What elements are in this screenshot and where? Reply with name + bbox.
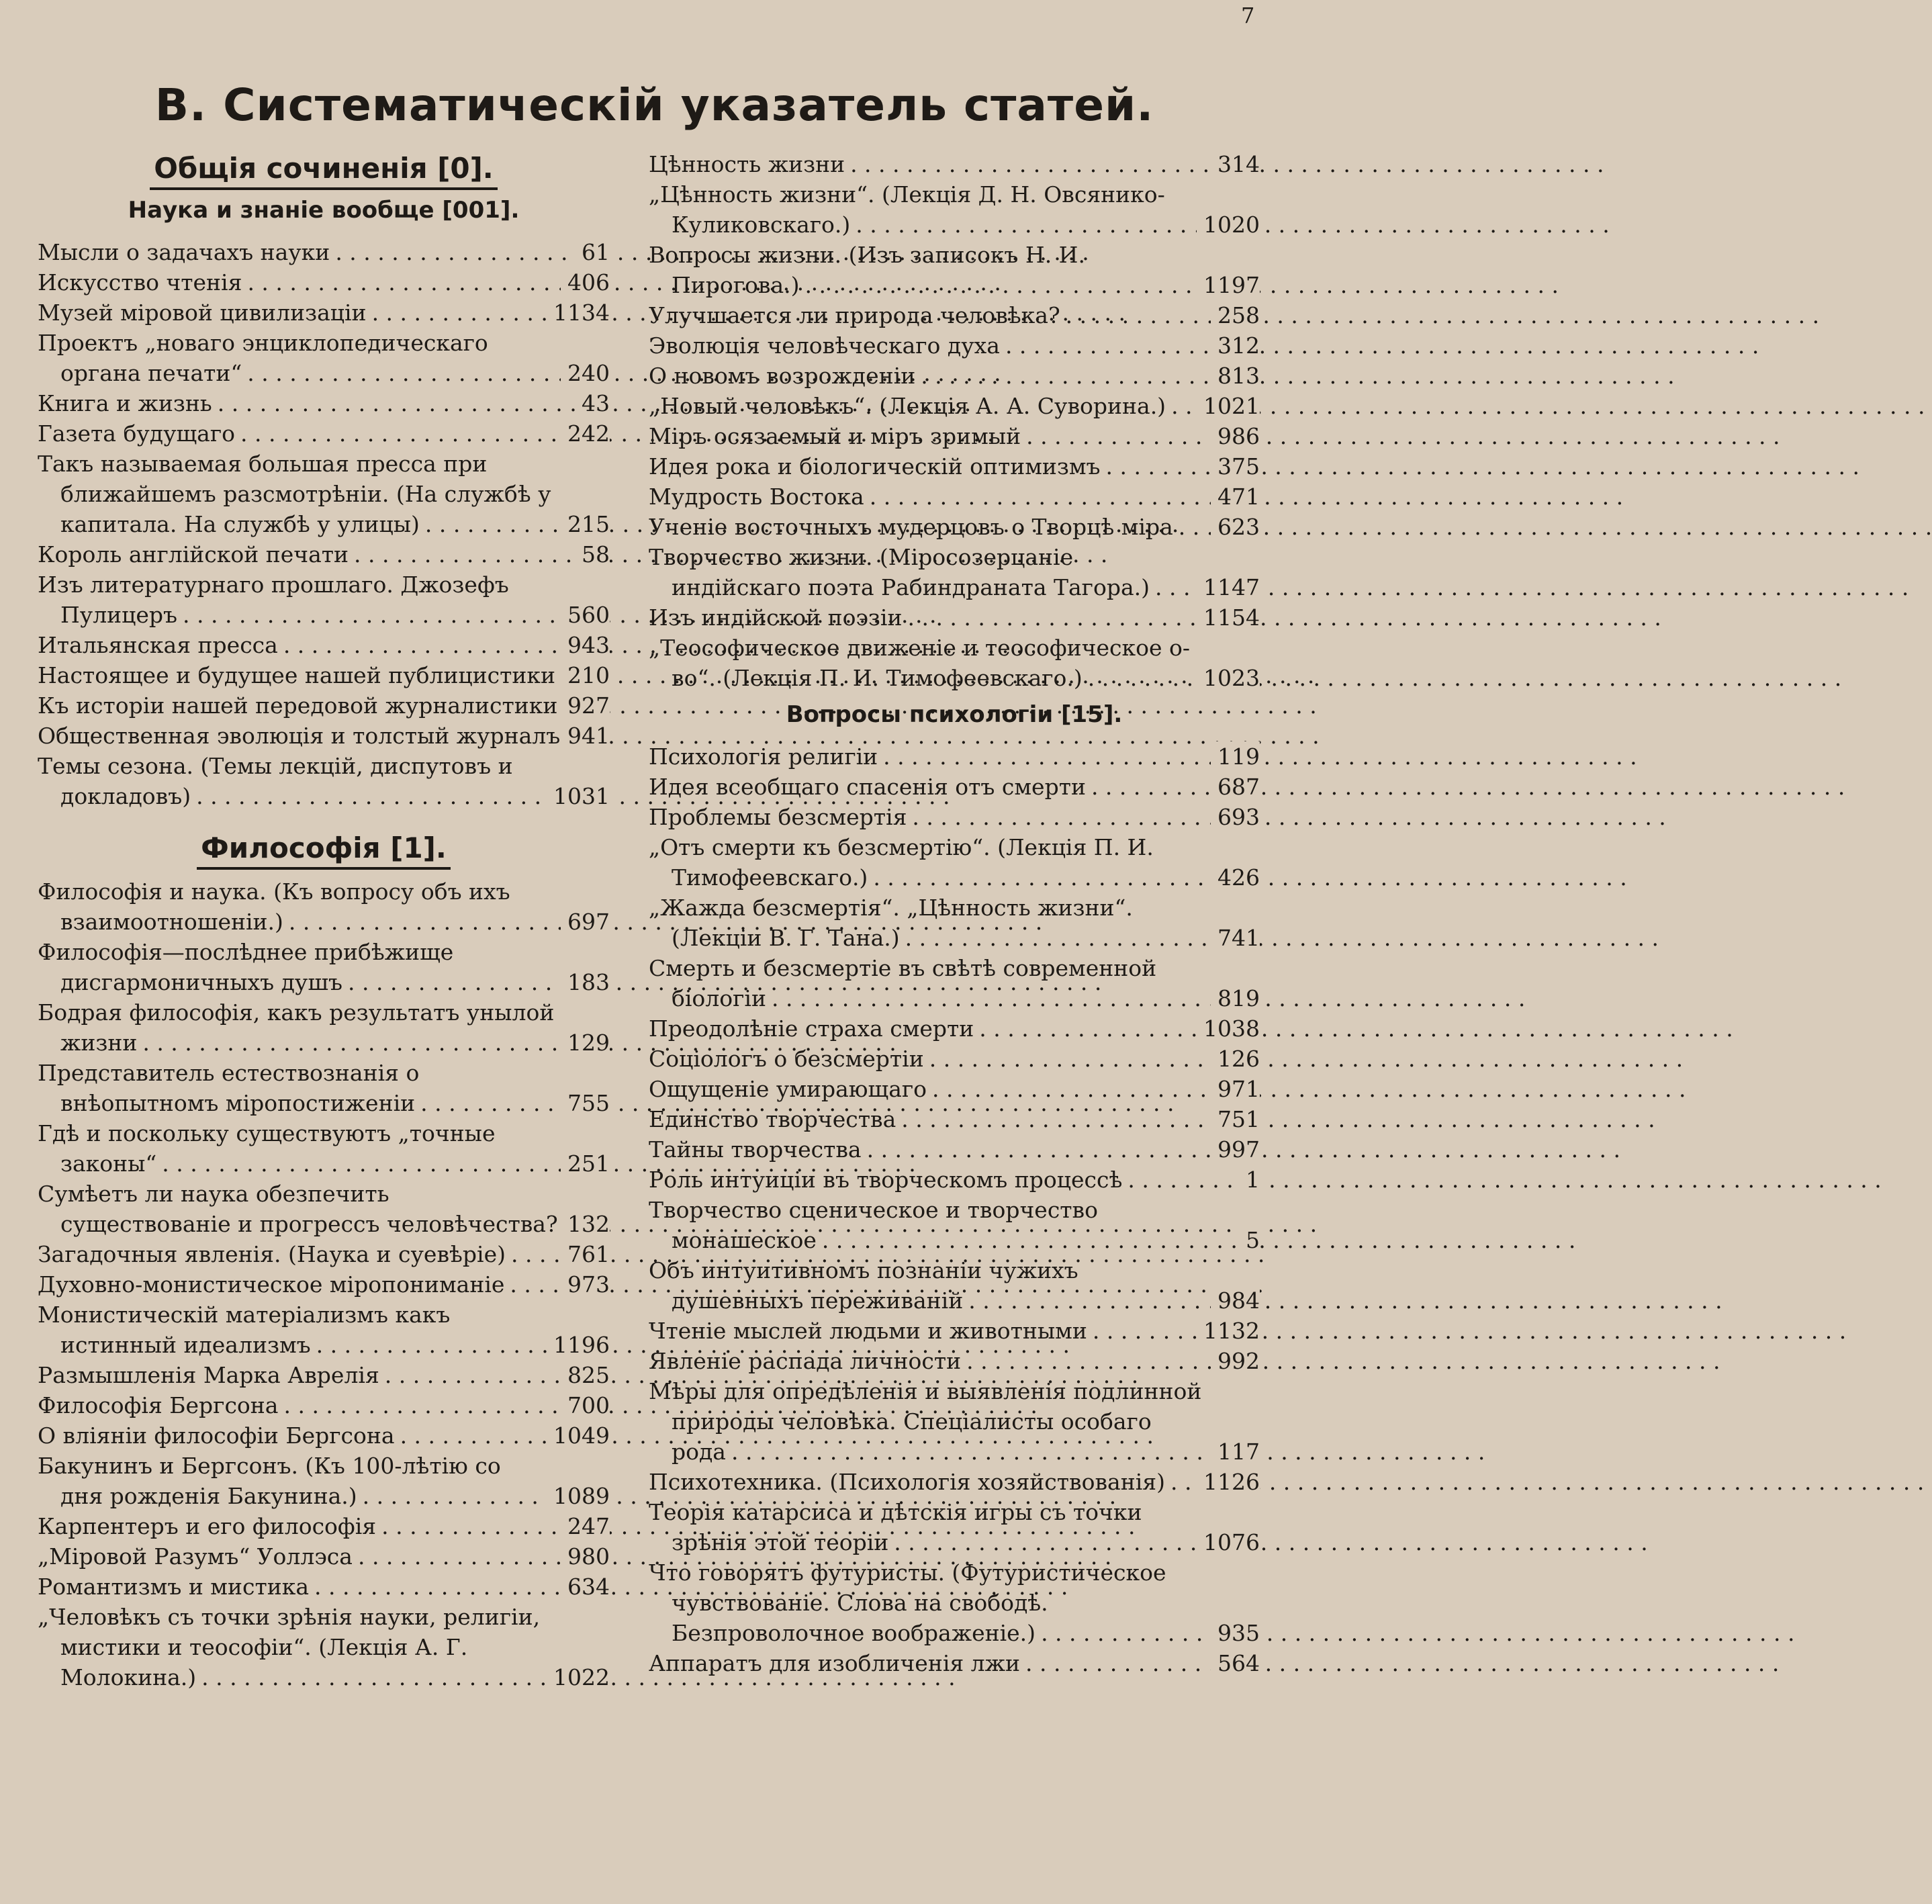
index-entry: [38, 539, 610, 570]
entry-title: Настоящее и будущее нашей публицистики . . .: [60, 660, 561, 690]
entry-title: „Отъ смерти къ безсмертію“. (Лекція П. И. Тимофеевскаго.) . . .: [672, 832, 1211, 893]
entry-page-number: 1049: [547, 1420, 610, 1451]
entry-title: Ученіе восточныхъ мудерцовъ о Творцѣ міра . . .: [672, 512, 1211, 542]
entry-page-number: 634: [561, 1572, 610, 1602]
index-entry: [38, 1602, 610, 1692]
index-entry: [649, 1255, 1260, 1316]
entry-title: Тайны творчества . . .: [672, 1134, 1211, 1165]
entry-title: Творчество сценическое и творчество монашеское . . .: [672, 1195, 1239, 1255]
entry-title: Творчество жизни. (Міросозерцаніе индійскаго поэта Рабиндраната Тагора.) . . .: [672, 542, 1197, 602]
index-entry: [649, 542, 1260, 602]
entry-title: Искусство чтенія . . .: [60, 267, 561, 298]
index-entry: [649, 179, 1260, 240]
index-entry: [38, 1118, 610, 1179]
index-entry: [649, 1195, 1260, 1255]
entry-page-number: 406: [561, 267, 610, 298]
subsection-heading: Наука и знаніе вообще [001].: [128, 197, 520, 224]
index-entry: [649, 741, 1260, 772]
entry-title: Романтизмъ и мистика . . .: [60, 1572, 561, 1602]
index-entry: [649, 512, 1260, 542]
entry-page-number: 813: [1211, 361, 1260, 391]
entry-title: Что говорятъ футуристы. (Футуристическое чувствованіе. Слова на свободѣ. Безпроволочное воображеніе.) . . .: [672, 1557, 1211, 1648]
entry-page-number: 471: [1211, 482, 1260, 512]
entry-title: Итальянская пресса . . .: [60, 630, 561, 660]
index-entry: [649, 1165, 1260, 1195]
entry-title: „Теософическое движеніе и теософическое о-во“. (Лекція П. И. Тимофеевскаго.) . . .: [672, 633, 1197, 693]
index-entry: [38, 1390, 610, 1420]
index-entry: [38, 418, 610, 449]
index-entry: [38, 1541, 610, 1572]
entry-page-number: 927: [561, 690, 610, 721]
entry-page-number: 623: [1211, 512, 1260, 542]
index-entry: [38, 1511, 610, 1541]
entry-page-number: 183: [561, 967, 610, 997]
entry-page-number: 825: [561, 1360, 610, 1390]
entry-page-number: 43: [575, 388, 610, 418]
index-entry: [38, 570, 610, 630]
entry-page-number: 1023: [1197, 663, 1260, 693]
section-heading: [38, 831, 610, 864]
entry-title: Мудрость Востока . . .: [672, 482, 1211, 512]
entry-page-number: 1196: [547, 1330, 610, 1360]
entry-page-number: 5: [1239, 1225, 1260, 1255]
index-entry: [649, 633, 1260, 693]
index-entry: [38, 690, 610, 721]
index-entry: [649, 421, 1260, 451]
entry-page-number: 687: [1211, 772, 1260, 802]
entry-page-number: 1147: [1197, 572, 1260, 602]
index-entry: [649, 1104, 1260, 1134]
entry-title: Объ интуитивномъ познаніи чужихъ душевныхъ переживаній . . .: [672, 1255, 1211, 1316]
entry-page-number: 1038: [1197, 1013, 1260, 1044]
entry-title: Вопросы жизни. (Изъ записокъ Н. И. Пирогова.) . . .: [672, 240, 1197, 300]
entry-title: „Жажда безсмертія“. „Цѣнность жизни“. (Лекціи В. Г. Тана.) . . .: [672, 893, 1211, 953]
entry-page-number: 755: [561, 1088, 610, 1118]
entry-page-number: 697: [561, 907, 610, 937]
entry-page-number: 242: [561, 418, 610, 449]
entry-title: Король англійской печати . . .: [60, 539, 575, 570]
index-entry: [649, 482, 1260, 512]
entry-title: Размышленія Марка Аврелія . . .: [60, 1360, 561, 1390]
entry-page-number: 58: [575, 539, 610, 570]
entry-title: Мѣры для опредѣленія и выявленія подлинной природы человѣка. Спеціалисты особаго рода . . .: [672, 1376, 1211, 1467]
entry-page-number: 984: [1211, 1285, 1260, 1316]
entry-title: Книга и жизнь . . .: [60, 388, 575, 418]
entry-title: „Міровой Разумъ“ Уоллэса . . .: [60, 1541, 561, 1572]
index-entry: [38, 876, 610, 937]
entry-title: Ощущеніе умирающаго . . .: [672, 1074, 1211, 1104]
index-entry: [649, 1074, 1260, 1104]
index-entry: [38, 449, 610, 539]
page-number: 7: [1241, 3, 1256, 28]
entry-title: Такъ называемая большая пресса при ближайшемъ разсмотрѣніи. (На службѣ у капитала. На службѣ у улицы) . . .: [60, 449, 561, 539]
entry-page-number: 426: [1211, 862, 1260, 893]
entry-title: Газета будущаго . . .: [60, 418, 561, 449]
index-entry: [649, 953, 1260, 1013]
index-entry: [649, 1316, 1260, 1346]
entry-page-number: 941: [561, 721, 610, 751]
index-entry: [649, 330, 1260, 361]
entry-page-number: 693: [1211, 802, 1260, 832]
index-entry: [38, 298, 610, 328]
entry-title: Бакунинъ и Бергсонъ. (Къ 100-лѣтію со дня рожденія Бакунина.) . . .: [60, 1451, 547, 1511]
entry-title: О вліяніи философіи Бергсона . . .: [60, 1420, 547, 1451]
entry-title: Загадочныя явленія. (Наука и суевѣріе) . . .: [60, 1239, 561, 1269]
entry-page-number: 1134: [547, 298, 610, 328]
index-entry: [38, 328, 610, 388]
entry-title: „Цѣнность жизни“. (Лекція Д. Н. Овсянико-Куликовскаго.) . . .: [672, 179, 1197, 240]
index-entry: [649, 802, 1260, 832]
entry-page-number: 700: [561, 1390, 610, 1420]
index-entry: [649, 451, 1260, 482]
entry-page-number: 751: [1211, 1104, 1260, 1134]
entry-page-number: 971: [1211, 1074, 1260, 1104]
index-entry: [38, 1300, 610, 1360]
entry-page-number: 210: [561, 660, 610, 690]
entry-title: Къ исторіи нашей передовой журналистики . . .: [60, 690, 561, 721]
entry-page-number: 1020: [1197, 210, 1260, 240]
index-entry: [649, 361, 1260, 391]
index-entry: [649, 391, 1260, 421]
entry-page-number: 564: [1211, 1648, 1260, 1678]
entry-title: Цѣнность жизни . . .: [672, 149, 1211, 179]
entry-title: Монистическій матеріализмъ какъ истинный идеализмъ . . .: [60, 1300, 547, 1360]
entry-title: Изъ индійской поэзіи . . .: [672, 602, 1197, 633]
entry-page-number: 997: [1211, 1134, 1260, 1165]
index-entry: [649, 149, 1260, 179]
entry-title: Карпентеръ и его философія . . .: [60, 1511, 561, 1541]
entry-title: Идея всеобщаго спасенія отъ смерти . . .: [672, 772, 1211, 802]
entry-title: „Новый человѣкъ“. (Лекція А. А. Суворина.) . . .: [672, 391, 1197, 421]
entry-title: Роль интуиціи въ творческомъ процессѣ . . .: [672, 1165, 1239, 1195]
index-entry: [649, 1648, 1260, 1678]
entry-page-number: 1022: [547, 1662, 610, 1692]
entry-page-number: 129: [561, 1028, 610, 1058]
entry-title: Явленіе распада личности . . .: [672, 1346, 1211, 1376]
entry-title: „Человѣкъ съ точки зрѣнія науки, религіи, мистики и теософіи“. (Лекція А. Г. Молокина.) . . .: [60, 1602, 547, 1692]
entry-title: Единство творчества . . .: [672, 1104, 1211, 1134]
index-entry: [649, 1013, 1260, 1044]
entry-title: Мысли о задачахъ науки . . .: [60, 237, 575, 267]
entry-title: Улучшается ли природа человѣка? . . .: [672, 300, 1211, 330]
entry-title: Музей міровой цивилизаціи . . .: [60, 298, 547, 328]
index-entry: [38, 1269, 610, 1300]
entry-page-number: 132: [561, 1209, 610, 1239]
entry-page-number: 1076: [1197, 1527, 1260, 1557]
entry-title: Общественная эволюція и толстый журналъ . . .: [60, 721, 561, 751]
entry-page-number: 126: [1211, 1044, 1260, 1074]
entry-title: Смерть и безсмертіе въ свѣтѣ современной біологіи . . .: [672, 953, 1211, 1013]
entry-title: Представитель естествознанія о внѣопытномъ міропостиженіи . . .: [60, 1058, 561, 1118]
left-column: [38, 149, 610, 1692]
index-entry: [649, 832, 1260, 893]
entry-page-number: 117: [1211, 1437, 1260, 1467]
entry-title: Проектъ „новаго энциклопедическаго органа печати“ . . .: [60, 328, 561, 388]
index-entry: [649, 300, 1260, 330]
entry-title: Философія и наука. (Къ вопросу объ ихъ взаимоотношеніи.) . . .: [60, 876, 561, 937]
entry-title: Аппаратъ для изобличенія лжи . . .: [672, 1648, 1211, 1678]
entry-page-number: 1126: [1197, 1467, 1260, 1497]
index-entry: [649, 1044, 1260, 1074]
entry-title: Философія Бергсона . . .: [60, 1390, 561, 1420]
index-entry: [649, 1346, 1260, 1376]
entry-page-number: 312: [1211, 330, 1260, 361]
index-entry: [38, 937, 610, 997]
index-entry: [38, 1360, 610, 1390]
entry-page-number: 61: [575, 237, 610, 267]
entry-page-number: 314: [1211, 149, 1260, 179]
section-heading: [38, 152, 610, 185]
section-heading-text: Общія сочиненія [0].: [150, 152, 498, 190]
entry-page-number: 980: [561, 1541, 610, 1572]
index-entry: [38, 1451, 610, 1511]
index-entry: [649, 893, 1260, 953]
index-entry: [649, 1467, 1260, 1497]
index-entry: [38, 1420, 610, 1451]
page-title: В. Систематическій указатель статей.: [154, 79, 1154, 131]
entry-title: Эволюція человѣческаго духа . . .: [672, 330, 1211, 361]
index-entry: [38, 630, 610, 660]
index-entry: [649, 1557, 1260, 1648]
entry-page-number: 986: [1211, 421, 1260, 451]
entry-title: Теорія катарсиса и дѣтскія игры съ точки зрѣнія этой теоріи . . .: [672, 1497, 1197, 1557]
entry-title: Идея рока и біологическій оптимизмъ . . .: [672, 451, 1211, 482]
entry-title: Духовно-монистическое міропониманіе . . .: [60, 1269, 561, 1300]
entry-page-number: 119: [1211, 741, 1260, 772]
entry-title: Гдѣ и поскольку существуютъ „точные законы“ . . .: [60, 1118, 561, 1179]
entry-page-number: 1089: [547, 1481, 610, 1511]
entry-title: О новомъ возрожденіи . . .: [672, 361, 1211, 391]
entry-title: Міръ осязаемый и міръ зримый . . .: [672, 421, 1211, 451]
entry-title: Проблемы безсмертія . . .: [672, 802, 1211, 832]
index-entry: [649, 1497, 1260, 1557]
entry-page-number: 1197: [1197, 270, 1260, 300]
entry-page-number: 560: [561, 600, 610, 630]
entry-title: Психотехника. (Психологія хозяйствованія) . . .: [672, 1467, 1197, 1497]
index-entry: [38, 751, 610, 811]
index-entry: [649, 1376, 1260, 1467]
entry-title: Темы сезона. (Темы лекцій, диспутовъ и докладовъ) . . .: [60, 751, 547, 811]
entry-page-number: 935: [1211, 1618, 1260, 1648]
entry-title: Психологія религіи . . .: [672, 741, 1211, 772]
index-entry: [649, 240, 1260, 300]
index-entry: [38, 997, 610, 1058]
index-entry: [649, 772, 1260, 802]
index-entry: [38, 721, 610, 751]
subsection-heading: Вопросы психологіи [15].: [786, 701, 1123, 728]
index-entry: [38, 388, 610, 418]
entry-title: Философія—послѣднее прибѣжище дисгармоничныхъ душъ . . .: [60, 937, 561, 997]
index-entry: [38, 1179, 610, 1239]
entry-title: Чтеніе мыслей людьми и животными . . .: [672, 1316, 1197, 1346]
entry-page-number: 741: [1211, 923, 1260, 953]
entry-page-number: 761: [561, 1239, 610, 1269]
index-entry: [38, 1572, 610, 1602]
entry-title: Сумѣетъ ли наука обезпечить существованіе и прогрессъ человѣчества? . . .: [60, 1179, 561, 1239]
entry-page-number: 992: [1211, 1346, 1260, 1376]
entry-page-number: 215: [561, 509, 610, 539]
index-entry: [38, 267, 610, 298]
entry-page-number: 943: [561, 630, 610, 660]
entry-page-number: 819: [1211, 983, 1260, 1013]
entry-page-number: 258: [1211, 300, 1260, 330]
index-entry: [38, 1239, 610, 1269]
entry-page-number: 240: [561, 358, 610, 388]
entry-page-number: 1031: [547, 781, 610, 811]
index-entry: [38, 1058, 610, 1118]
entry-page-number: 1021: [1197, 391, 1260, 421]
right-column: [649, 149, 1260, 1678]
entry-page-number: 973: [561, 1269, 610, 1300]
entry-title: Соціологъ о безсмертіи . . .: [672, 1044, 1211, 1074]
entry-page-number: 375: [1211, 451, 1260, 482]
index-entry: [38, 237, 610, 267]
entry-page-number: 1: [1239, 1165, 1260, 1195]
entry-title: Бодрая философія, какъ результатъ унылой жизни . . .: [60, 997, 561, 1058]
entry-page-number: 251: [561, 1148, 610, 1179]
section-heading-text: Философія [1].: [197, 831, 451, 870]
index-entry: [649, 1134, 1260, 1165]
entry-title: Преодолѣніе страха смерти . . .: [672, 1013, 1197, 1044]
entry-page-number: 1154: [1197, 602, 1260, 633]
index-entry: [649, 602, 1260, 633]
entry-page-number: 247: [561, 1511, 610, 1541]
entry-page-number: 1132: [1197, 1316, 1260, 1346]
entry-title: Изъ литературнаго прошлаго. Джозефъ Пулицеръ . . .: [60, 570, 561, 630]
index-entry: [38, 660, 610, 690]
